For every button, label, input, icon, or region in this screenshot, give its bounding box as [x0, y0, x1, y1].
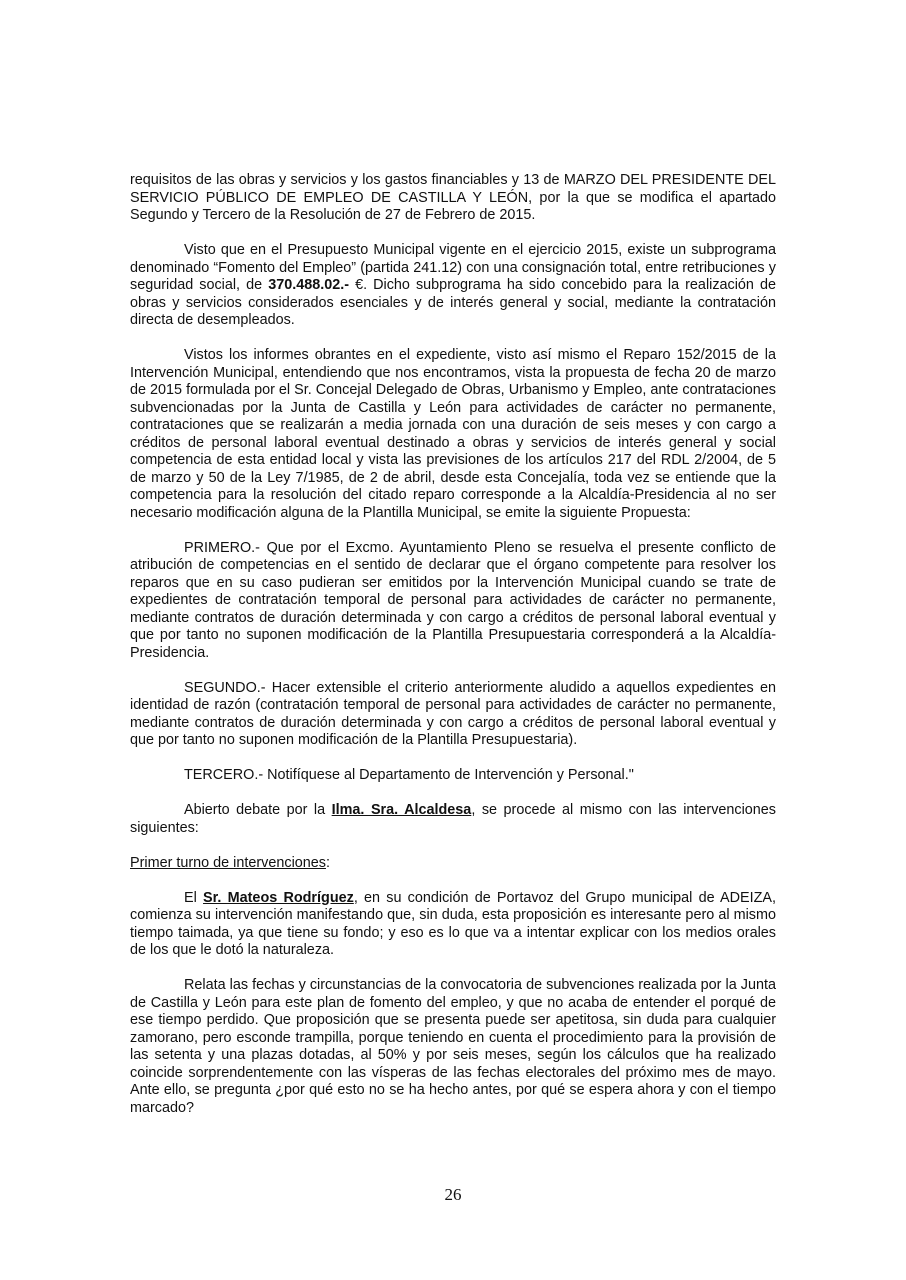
- speaker-mateos: Sr. Mateos Rodríguez: [203, 889, 354, 906]
- page-number: 26: [444, 1185, 462, 1204]
- debate-text-end: , se procede al mismo con las intervenciones siguientes:: [130, 802, 777, 836]
- heading-colon: :: [325, 854, 330, 871]
- mateos-text-end: , en su condición de Portavoz del Grupo municipal de ADEIZA, comienza su intervención manifestando que, sin duda, esta proposición es interesante pero al mismo tiempo taimada, ya que tiene su fondo; y eso es lo que va a intentar explicar con los medios orales de los que le dotó la naturaleza.: [130, 889, 776, 958]
- paragraph-segundo: SEGUNDO.- Hacer extensible el criterio anteriormente aludido a aquellos expedientes en identidad de razón (contratación temporal de personal para actividades de carácter no permanente, mediante contratos de duración determinada y con cargo a créditos de personal laboral eventual y que por tanto no suponen modificación de la Plantilla Presupuestaria).: [130, 679, 776, 748]
- budget-text-start: Visto que en el Presupuesto Municipal vigente en el ejercicio 2015, existe un subprograma denominado “Fomento del Empleo” (partida 241.12) con una consignación total, entre retribuciones y seguridad social, de: [130, 242, 776, 293]
- paragraph-primero: PRIMERO.- Que por el Excmo. Ayuntamiento Pleno se resuelva el presente conflicto de atribución de competencias en el sentido de declarar que el órgano competente para resolver los reparos que en su caso pudieran ser emitidos por la Intervención Municipal cuando se trate de expedientes de contratación temporal de personal para actividades de carácter no permanente, mediante contratos de duración determinada y con cargo a créditos de personal laboral eventual y que por tanto no suponen modificación de la Plantilla Presupuestaria corresponderá a la Alcaldía-Presidencia.: [130, 539, 776, 661]
- paragraph-budget: [130, 242, 776, 330]
- paragraph-mateos-intervention: [130, 890, 776, 960]
- speaker-alcaldesa: Ilma. Sra. Alcaldesa: [331, 802, 472, 818]
- document-body: [130, 172, 776, 1135]
- first-round-heading: Primer turno de intervenciones: [130, 854, 326, 871]
- budget-text-end: €. Dicho subprograma ha sido concebido para la realización de obras y servicios considerados esenciales y de interés general y social, mediante la contratación directa de desempleados.: [130, 277, 776, 328]
- paragraph-resolution-reference: requisitos de las obras y servicios y los gastos financiables y 13 de MARZO DEL PRESIDENTE DEL SERVICIO PÚBLICO DE EMPLEO DE CASTILLA Y LEÓN, por la que se modifica el apartado Segundo y Tercero de la Resolución de 27 de Febrero de 2015.: [130, 172, 776, 223]
- mateos-text-start: El: [184, 889, 204, 906]
- paragraph-tercero: TERCERO.- Notifíquese al Departamento de Intervención y Personal.": [184, 767, 634, 783]
- paragraph-debate-opening: [130, 802, 776, 837]
- paragraph-reports: Vistos los informes obrantes en el expediente, visto así mismo el Reparo 152/2015 de la Intervención Municipal, entendiendo que nos encontramos, vista la propuesta de fecha 20 de marzo de 2015 formulada por el Sr. Concejal Delegado de Obras, Urbanismo y Empleo, ante contrataciones subvencionadas por la Junta de Castilla y León para actividades de carácter no permanente, contrataciones que se realizarán a media jornada con una duración de seis meses y con cargo a créditos de personal laboral eventual destinado a obras y servicios de interés general y social competencia de esta entidad local y vista las previsiones de los artículos 217 del RDL 2/2004, de 5 de marzo y 50 de la Ley 7/1985, de 2 de abril, desde esta Concejalía, toda vez se entiende que la competencia para la resolución del citado reparo corresponde a la Alcaldía-Presidencia al no ser necesario modificación alguna de la Plantilla Municipal, se emite la siguiente Propuesta:: [130, 347, 776, 521]
- budget-amount: 370.488.02.-: [268, 277, 350, 293]
- paragraph-dates-circumstances: Relata las fechas y circunstancias de la convocatoria de subvenciones realizada por la Junta de Castilla y León para este plan de fomento del empleo, y que no acaba de entender el porqué de ese tiempo perdido. Que proposición que se presenta puede ser apetitosa, sin duda para cualquier zamorano, pero esconde trampilla, porque teniendo en cuenta el procedimiento para la provisión de las setenta y una plazas dotadas, al 50% y por seis meses, según los cálculos que ha realizado coincide sorprendentemente con las vísperas de las fechas electorales del próximo mes de mayo. Ante ello, se pregunta ¿por qué esto no se ha hecho antes, por qué se espera ahora y con el tiempo marcado?: [130, 977, 776, 1116]
- debate-text-start: Abierto debate por la: [184, 802, 332, 818]
- section-heading-first-round: [130, 855, 776, 873]
